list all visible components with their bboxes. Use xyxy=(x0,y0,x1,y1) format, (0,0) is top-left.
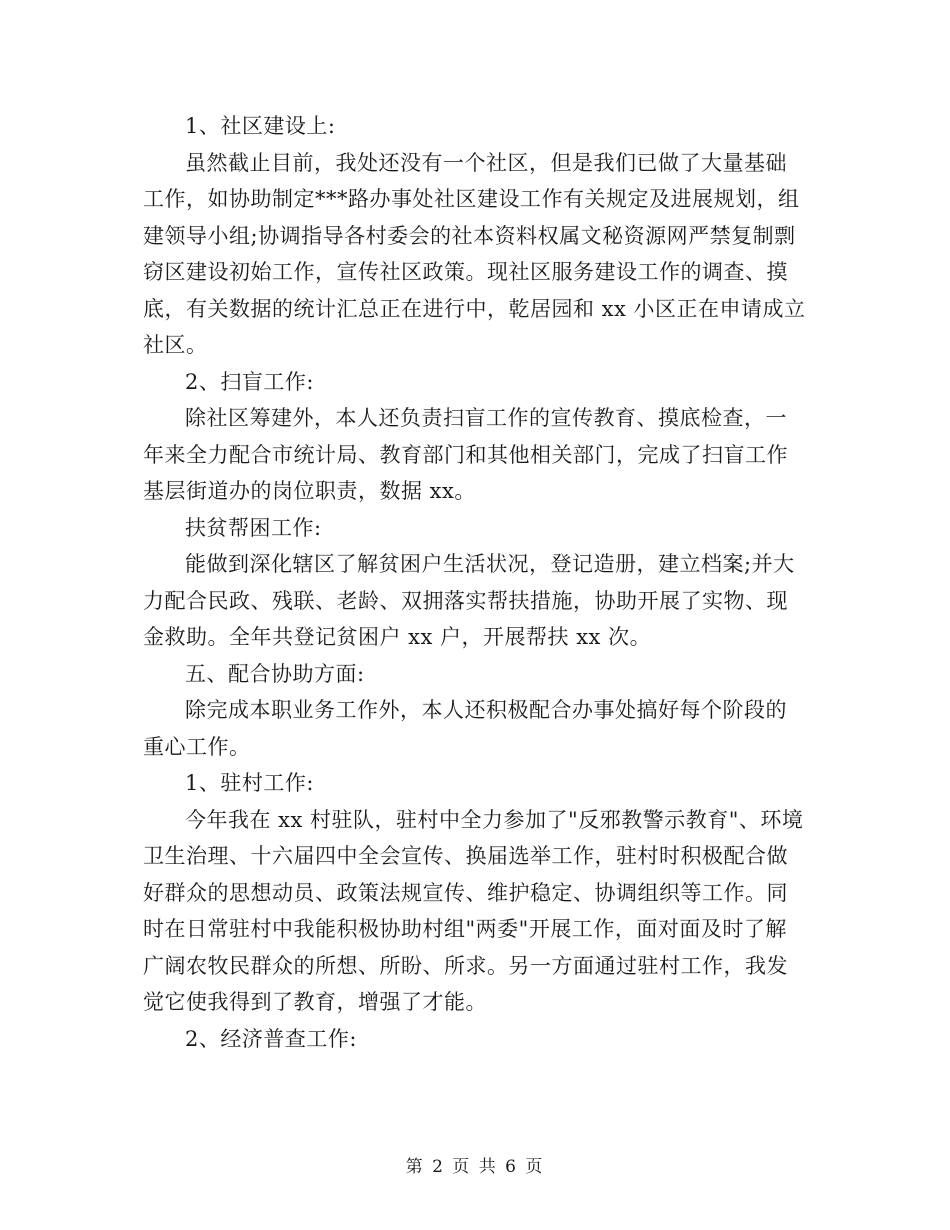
text-line: 金救助。全年共登记贫困户 xx 户，开展帮扶 xx 次。 xyxy=(143,625,652,649)
document-body xyxy=(143,108,813,1057)
text-line: 力配合民政、残联、老龄、双拥落实帮扶措施，协助开展了实物、现 xyxy=(143,588,788,613)
text-line: 除社区筹建外，本人还负责扫盲工作的宣传教育、摸底检查，一 xyxy=(185,406,787,430)
text-line: 1、驻村工作: xyxy=(185,771,314,795)
text-line: 窃区建设初始工作，宣传社区政策。现社区服务建设工作的调查、摸 xyxy=(143,260,788,284)
text-line: 能做到深化辖区了解贫困户生活状况，登记造册，建立档案;并大 xyxy=(185,552,795,576)
text-line: 工作，如协助制定***路办事处社区建设工作有关规定及进展规划，组 xyxy=(143,187,800,211)
text-line: 基层街道办的岗位职责，数据 xx。 xyxy=(143,479,476,503)
text-line: 2、扫盲工作: xyxy=(185,369,314,394)
text-line: 年来全力配合市统计局、教育部门和其他相关部门，完成了扫盲工作 xyxy=(143,442,788,467)
page-number-footer: 第 2 页 共 6 页 xyxy=(405,1157,545,1177)
text-line: 建领导小组;协调指导各村委会的社本资料权属文秘资源网严禁复制剽 xyxy=(143,223,796,248)
text-line: 扶贫帮困工作: xyxy=(185,515,322,540)
text-line: 卫生治理、十六届四中全会宣传、换届选举工作，驻村时积极配合做 xyxy=(143,844,788,868)
text-line: 2、经济普查工作: xyxy=(185,1026,357,1051)
text-line: 今年我在 xx 村驻队，驻村中全力参加了"反邪教警示教育"、环境 xyxy=(185,807,804,832)
text-line: 广阔农牧民群众的所想、所盼、所求。另一方面通过驻村工作，我发 xyxy=(143,953,788,978)
text-line: 五、配合协助方面: xyxy=(185,661,365,686)
text-line: 好群众的思想动员、政策法规宣传、维护稳定、协调组织等工作。同 xyxy=(143,880,788,905)
text-line: 重心工作。 xyxy=(143,734,251,759)
text-line: 虽然截止目前，我处还没有一个社区，但是我们已做了大量基础 xyxy=(185,150,787,175)
text-line: 除完成本职业务工作外，本人还积极配合办事处搞好每个阶段的 xyxy=(185,698,787,722)
text-line: 觉它使我得到了教育，增强了才能。 xyxy=(143,990,487,1014)
text-line: 1、社区建设上: xyxy=(185,114,336,138)
text-line: 时在日常驻村中我能积极协助村组"两委"开展工作，面对面及时了解 xyxy=(143,917,787,941)
text-line: 底，有关数据的统计汇总正在进行中，乾居园和 xx 小区正在申请成立 xyxy=(143,296,806,321)
text-line: 社区。 xyxy=(143,333,208,357)
